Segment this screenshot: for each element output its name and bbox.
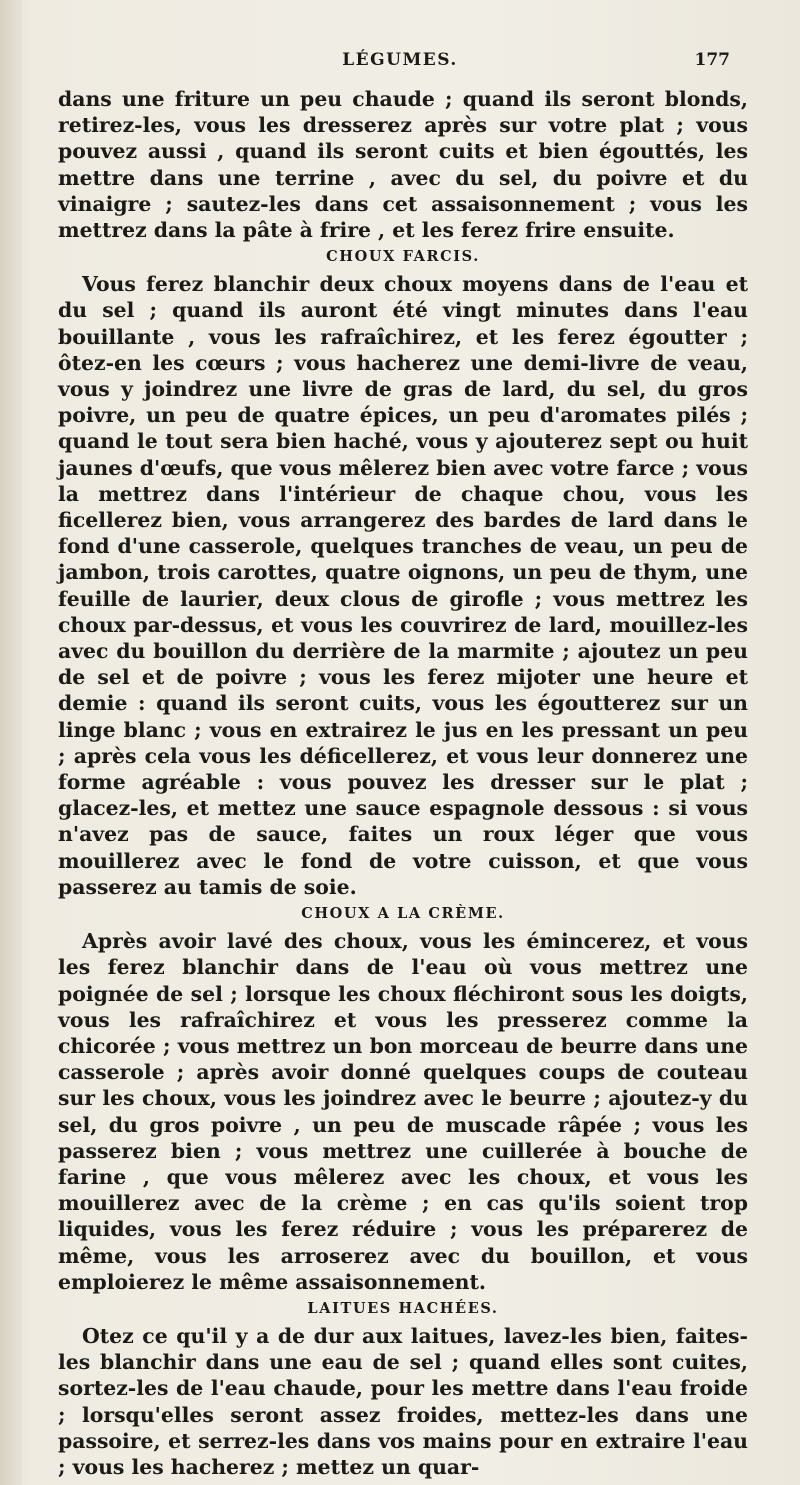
page-number: 177 bbox=[694, 50, 730, 70]
running-title: LÉGUMES. bbox=[342, 50, 458, 70]
paragraph-choux-creme: Après avoir lavé des choux, vous les émincerez, et vous les ferez blanchir dans de l'eau où vous mettrez une poignée de sel ; lorsque les choux fléchiront sous les doigts, vous les rafraîchirez et vous les presserez comme la chicorée ; vous mettrez un bon morceau de beurre dans une casserole ; après avoir donné quelques coups de couteau sur les choux, vous les joindrez avec le beurre ; ajoutez-y du sel, du gros poivre , un peu de muscade râpée ; vous les passerez bien ; vous mettrez une cuillerée à bouche de farine , que vous mêlerez avec les choux, et vous les mouillerez avec de la crème ; en cas qu'ils soient trop liquides, vous les ferez réduire ; vous les préparerez de même, vous les arroserez avec du bouillon, et vous emploierez le même assaisonnement. bbox=[58, 929, 748, 1294]
paragraph-choux-farcis: Vous ferez blanchir deux choux moyens dans de l'eau et du sel ; quand ils auront été vingt minutes dans l'eau bouillante , vous les rafraîchirez, et les ferez égoutter ; ôtez-en les cœurs ; vous hacherez une demi-livre de veau, vous y joindrez une livre de gras de lard, du sel, du gros poivre, un peu de quatre épices, un peu d'aromates pilés ; quand le tout sera bien haché, vous y ajouterez sept ou huit jaunes d'œufs, que vous mêlerez bien avec votre farce ; vous la mettrez dans l'intérieur de chaque chou, vous les ficellerez bien, vous arrangerez des bardes de lard dans le fond d'une casserole, quelques tranches de veau, un peu de jambon, trois carottes, quatre oignons, un peu de thym, une feuille de laurier, deux clous de girofle ; vous mettrez les choux par-dessus, et vous les couvrirez de lard, mouillez-les avec du bouillon du derrière de la marmite ; ajoutez un peu de sel et de poivre ; vous les ferez mijoter une heure et demie : quand ils seront cuits, vous les égoutterez sur un linge blanc ; vous en extrairez le jus en les pressant un peu ; après cela vous les déficellerez, et vous leur donnerez une forme agréable : vous pouvez les dresser sur le plat ; glacez-les, et mettez une sauce espagnole dessous : si vous n'avez pas de sauce, faites un roux léger que vous mouillerez avec le fond de votre cuisson, et que vous passerez au tamis de soie. bbox=[58, 272, 748, 899]
section-heading-laitues-hachees: LAITUES HACHÉES. bbox=[307, 1299, 499, 1317]
paragraph-laitues-hachees: Otez ce qu'il y a de dur aux laitues, lavez-les bien, faites-les blanchir dans une eau de sel ; quand elles sont cuites, sortez-les de l'eau chaude, pour les mettre dans l'eau froide ; lorsqu'elles seront assez froides, mettez-les dans une passoire, et serrez-les dans vos mains pour en extraire l'eau ; vous les hacherez ; mettez un quar- bbox=[58, 1323, 748, 1479]
page-gutter-shadow bbox=[0, 0, 22, 1485]
paragraph-continued: dans une friture un peu chaude ; quand ils seront blonds, retirez-les, vous les dresserez après sur votre plat ; vous pouvez aussi , quand ils seront cuits et bien égouttés, les mettre dans une terrine , avec du sel, du poivre et du vinaigre ; sautez-les dans cet assaisonnement ; vous les mettrez dans la pâte à frire , et les ferez frire ensuite. bbox=[58, 87, 748, 243]
page-header bbox=[40, 50, 760, 78]
section-heading-choux-farcis: CHOUX FARCIS. bbox=[326, 248, 480, 266]
section-heading-choux-creme: CHOUX A LA CRÈME. bbox=[301, 905, 505, 923]
page-text bbox=[58, 86, 748, 1480]
